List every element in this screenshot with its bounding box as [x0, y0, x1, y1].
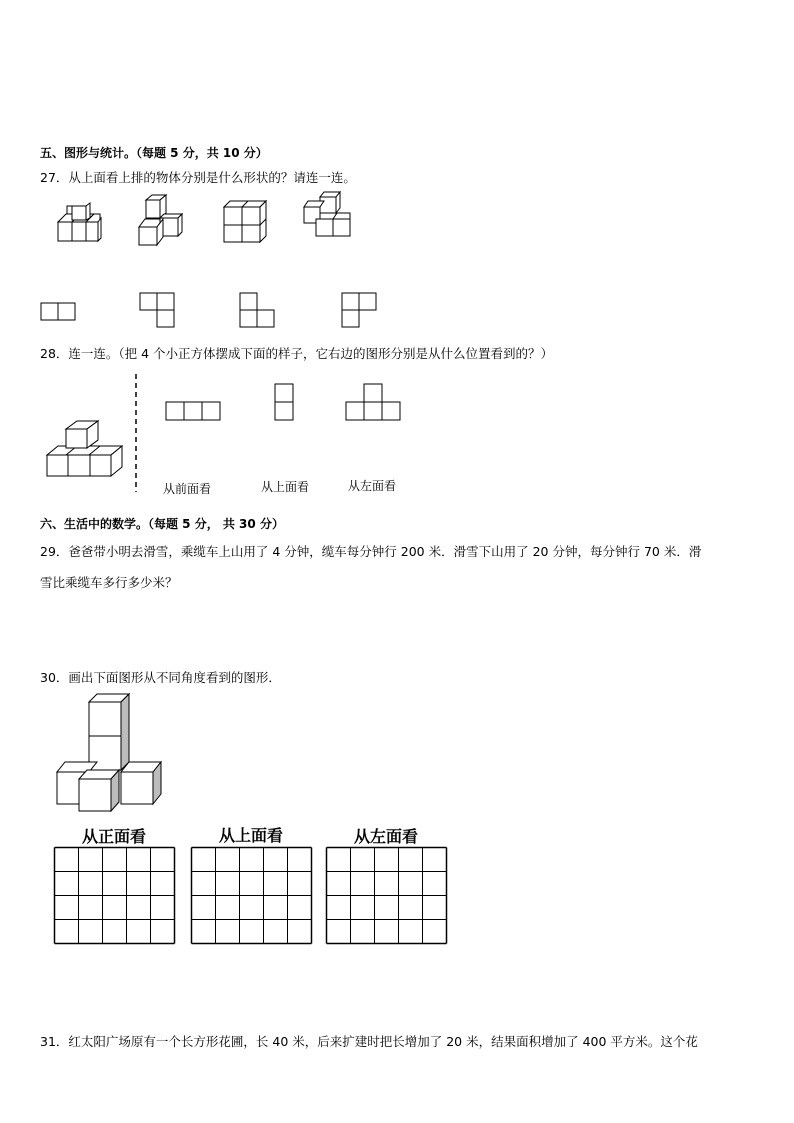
section-6-title: 六、生活中的数学。（每题 5 分， 共 30 分） — [40, 517, 284, 531]
q28-label-front: 从前面看 — [163, 482, 212, 496]
q27-view-c — [239, 292, 279, 332]
q28-view-front — [165, 401, 223, 423]
q30-grid-title-left: 从左面看 — [353, 827, 418, 846]
q27-solid-a — [55, 205, 105, 245]
q30-grid-left[interactable] — [326, 847, 448, 945]
q28-label-top: 从上面看 — [261, 480, 310, 494]
q28-label-left: 从左面看 — [348, 479, 397, 493]
q30-grid-title-front: 从正面看 — [81, 827, 146, 846]
q27-view-d — [341, 292, 381, 332]
q30-solid — [55, 693, 167, 813]
question-29-line-2: 雪比乘缆车多行多少米？ — [40, 575, 178, 590]
question-27: 27．从上面看上排的物体分别是什么形状的？请连一连。 — [40, 170, 356, 185]
q30-grid-title-top: 从上面看 — [218, 826, 283, 845]
q28-view-top — [274, 383, 296, 423]
question-30: 30．画出下面图形从不同角度看到的图形． — [40, 670, 281, 685]
q30-grid-top[interactable] — [191, 847, 313, 945]
q27-solid-d — [300, 191, 354, 245]
q30-grid-front[interactable] — [54, 847, 176, 945]
q28-solid — [44, 420, 126, 480]
q27-view-b — [139, 292, 179, 332]
question-29-line-1: 29．爸爸带小明去滑雪，乘缆车上山用了 4 分钟，缆车每分钟行 200 米．滑雪下山用了 20 分钟，每分钟行 70 米．滑 — [40, 544, 702, 559]
q27-solid-c — [222, 199, 270, 245]
question-31: 31．红太阳广场原有一个长方形花圃，长 40 米，后来扩建时把长增加了 20 米，结果面积增加了 400 平方米。这个花 — [40, 1034, 698, 1049]
q27-solid-b — [136, 197, 186, 249]
section-5-title: 五、图形与统计。（每题 5 分，共 10 分） — [40, 146, 268, 160]
q27-view-a — [40, 302, 80, 324]
q28-view-left — [345, 383, 403, 423]
q28-dashed-divider — [134, 374, 138, 494]
question-28: 28．连一连。（把 4 个小正方体摆成下面的样子，它右边的图形分别是从什么位置看到的？） — [40, 346, 554, 361]
